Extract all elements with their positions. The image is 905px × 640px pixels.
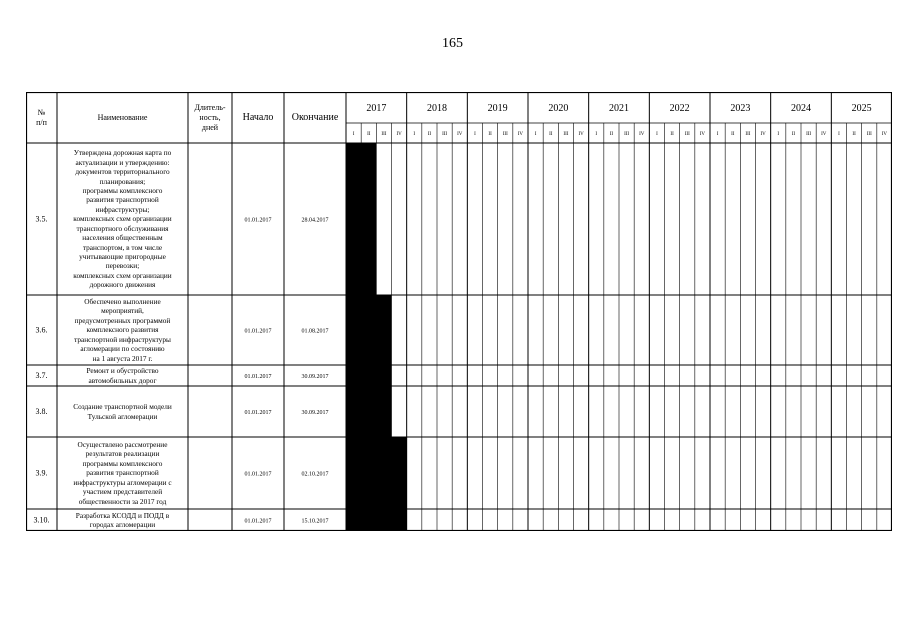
text-line: №	[37, 107, 46, 117]
row-name	[58, 143, 187, 295]
text-line: Создание транспортной модели	[73, 402, 172, 412]
row-name	[58, 386, 187, 437]
row-end-date: 30.09.2017	[301, 410, 329, 416]
text-line: участием представителей	[82, 487, 163, 497]
quarter-label: IV	[760, 132, 766, 137]
year-label: 2021	[609, 103, 629, 114]
year-label: 2025	[851, 103, 872, 114]
text-line: Длитель-	[194, 102, 226, 112]
text-line: развития транспортной	[86, 468, 159, 478]
text-line: инфраструктуры;	[95, 204, 150, 214]
header-end-text	[284, 92, 346, 143]
row-start-date: 01.01.2017	[244, 328, 272, 335]
quarter-label: IV	[881, 132, 888, 137]
row-end-date: 02.10.2017	[301, 471, 329, 478]
quarter-label: I	[352, 132, 355, 137]
text-line: транспортом, в том числе	[82, 242, 163, 252]
gantt-table	[26, 92, 892, 531]
quarter-label: I	[413, 132, 416, 137]
text-line: ность,	[199, 112, 221, 122]
text-line: п/п	[36, 117, 47, 127]
row-name-text	[58, 386, 187, 437]
row-number: 3.9.	[35, 468, 48, 478]
text-line: транспортного обслуживания	[76, 223, 169, 233]
quarter-label: I	[534, 132, 537, 137]
quarter-label: III	[684, 132, 690, 137]
text-line: программы комплексного	[82, 458, 163, 468]
text-line: населения общественным	[82, 233, 163, 243]
text-line: Тульской агломерации	[87, 411, 158, 421]
row-number: 3.6.	[35, 325, 48, 335]
quarter-label: III	[806, 132, 812, 137]
gantt-bar	[346, 365, 392, 386]
row-name-text	[58, 437, 187, 509]
row-number: 3.5.	[35, 214, 48, 224]
header-num-text	[26, 92, 57, 143]
quarter-label: III	[502, 132, 508, 137]
text-line: Окончание	[291, 112, 339, 123]
text-line: Утверждена дорожная карта по	[73, 148, 172, 158]
text-line: на 1 августа 2017 г.	[92, 353, 153, 363]
quarter-label: III	[442, 132, 448, 137]
row-start-date: 01.01.2017	[244, 471, 272, 478]
row-start-date: 01.01.2017	[244, 374, 272, 380]
text-line: документов территориального	[75, 167, 170, 177]
row-name	[58, 509, 187, 531]
quarter-label: III	[624, 132, 630, 137]
row-end-date: 15.10.2017	[301, 518, 329, 525]
row-end-date: 30.09.2017	[301, 374, 329, 380]
quarter-label: II	[549, 132, 553, 137]
row-start-date: 01.01.2017	[244, 217, 272, 224]
text-line: инфраструктуры агломерации с	[73, 477, 172, 487]
text-line: агломерации по состоянию	[80, 344, 165, 354]
text-line: комплексного развития	[86, 325, 159, 335]
row-number: 3.7.	[35, 371, 48, 380]
text-line: транспортной инфраструктуры	[74, 334, 171, 344]
quarter-label: II	[488, 132, 492, 137]
text-line: предусмотренных программой	[74, 315, 171, 325]
row-end-date: 01.08.2017	[301, 328, 329, 335]
quarter-label: I	[716, 132, 719, 137]
row-name	[58, 437, 187, 509]
year-label: 2018	[427, 103, 447, 114]
quarter-label: III	[563, 132, 569, 137]
text-line: Ремонт и обустройство	[86, 366, 159, 376]
quarter-label: IV	[578, 132, 584, 137]
gantt-grid	[26, 92, 892, 531]
year-label: 2017	[366, 103, 387, 114]
text-line: Разработка КСОДД и ПОДД в	[75, 510, 170, 520]
row-number: 3.10.	[33, 515, 50, 525]
text-line: Осуществлено рассмотрение	[77, 440, 168, 450]
text-line: учитывающие пригородные	[79, 251, 166, 261]
text-line: мероприятий,	[101, 306, 144, 316]
text-line: комплексных схем организации	[73, 214, 172, 224]
quarter-label: IV	[699, 132, 706, 137]
row-name-text	[58, 295, 187, 365]
text-line: результатов реализации	[85, 449, 160, 459]
text-line: Обеспечено выполнение	[84, 297, 161, 307]
quarter-label: I	[656, 132, 658, 137]
quarter-label: IV	[639, 132, 645, 137]
quarter-label: II	[609, 132, 614, 137]
text-line: дней	[201, 122, 219, 132]
quarter-label: III	[866, 132, 872, 137]
text-line: комплексных схем организации	[73, 270, 172, 280]
quarter-label: II	[791, 132, 796, 137]
quarter-label: III	[381, 132, 387, 137]
row-name-text	[58, 509, 187, 531]
quarter-label: I	[838, 132, 840, 137]
quarter-label: I	[777, 132, 780, 137]
text-line: Наименование	[97, 112, 148, 122]
quarter-label: IV	[821, 132, 827, 137]
quarter-label: III	[745, 132, 751, 137]
text-line: Начало	[242, 112, 274, 123]
row-name	[58, 365, 187, 386]
row-start-date: 01.01.2017	[244, 518, 272, 525]
row-start-date: 01.01.2017	[244, 410, 272, 416]
quarter-label: IV	[517, 132, 524, 137]
row-number: 3.8.	[35, 407, 48, 416]
gantt-bar	[346, 295, 392, 365]
quarter-label: I	[474, 132, 476, 137]
text-line: программы комплексного	[82, 186, 163, 196]
quarter-label: I	[595, 132, 598, 137]
text-line: общественности за 2017 год	[78, 496, 167, 506]
header-duration	[188, 92, 232, 143]
text-line: дорожного движения	[89, 280, 156, 290]
text-line: автомобильных дорог	[88, 375, 157, 385]
quarter-label: IV	[457, 132, 463, 137]
row-end-date: 28.04.2017	[301, 217, 329, 224]
quarter-label: II	[670, 132, 674, 137]
header-name-text	[57, 92, 188, 143]
text-line: развития транспортной	[86, 195, 159, 205]
row-name-text	[58, 365, 187, 386]
quarter-label: II	[731, 132, 735, 137]
text-line: перевозки;	[105, 261, 140, 271]
header-end	[284, 92, 346, 143]
quarter-label: II	[427, 132, 432, 137]
gantt-bar	[346, 386, 392, 437]
quarter-label: II	[852, 132, 856, 137]
row-name-text	[58, 143, 187, 295]
text-line: планирования;	[99, 176, 146, 186]
header-start-text	[232, 92, 284, 143]
quarter-label: II	[367, 132, 371, 137]
header-name	[57, 92, 188, 143]
header-start	[232, 92, 284, 143]
year-label: 2020	[548, 103, 569, 114]
year-label: 2023	[730, 103, 751, 114]
header-duration-text	[188, 92, 232, 143]
text-line: актуализации и утверждению:	[75, 157, 170, 167]
page-number: 165	[442, 36, 463, 51]
text-line: городах агломерации	[89, 520, 156, 529]
year-label: 2024	[791, 103, 811, 114]
quarter-label: IV	[396, 132, 402, 137]
header-num	[26, 92, 57, 143]
year-label: 2022	[669, 103, 690, 114]
year-label: 2019	[487, 103, 508, 114]
row-name	[58, 295, 187, 365]
